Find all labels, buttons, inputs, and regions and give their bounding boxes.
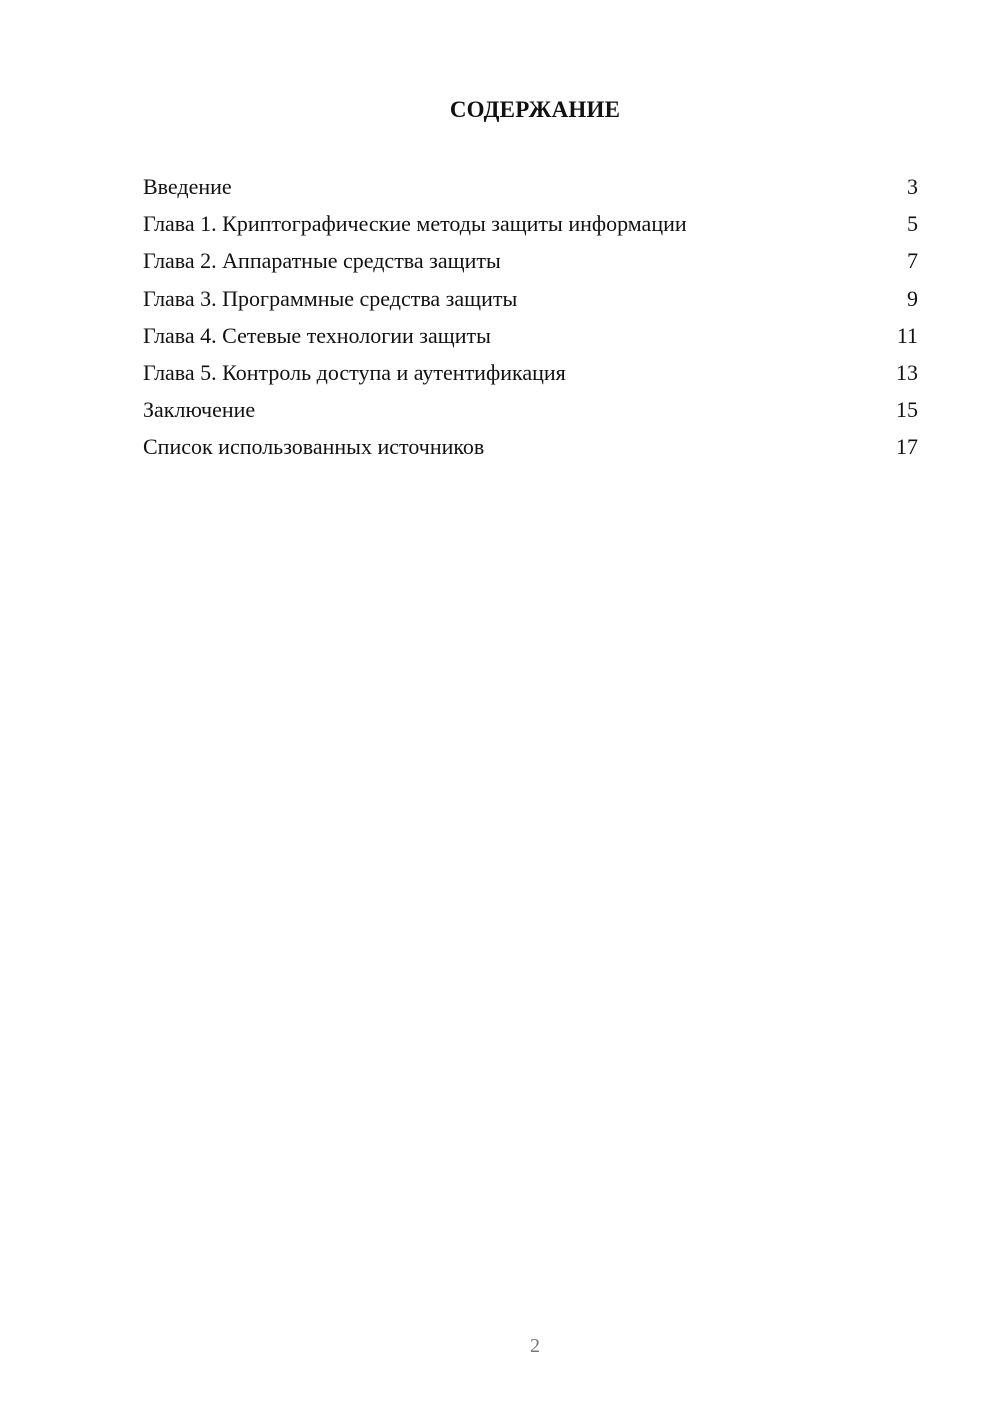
toc-entry-page: 9	[907, 285, 918, 311]
toc-entry-chapter-4[interactable]	[143, 317, 918, 354]
toc-entry-conclusion[interactable]	[143, 391, 918, 428]
toc-entry-page: 7	[907, 248, 918, 274]
toc-entry-label: Список использованных источников	[143, 434, 485, 460]
toc-entry-label: Введение	[143, 174, 232, 199]
toc-entry-references[interactable]	[143, 428, 918, 465]
table-of-contents	[143, 168, 918, 466]
page-number: 2	[530, 1335, 540, 1357]
toc-entry-label: Глава 5. Контроль доступа и аутентификация	[143, 359, 566, 385]
toc-entry-label: Глава 2. Аппаратные средства защиты	[143, 248, 501, 274]
toc-entry-page: 5	[907, 211, 918, 237]
toc-entry-chapter-1[interactable]	[143, 205, 918, 242]
toc-entry-page: 17	[896, 434, 918, 460]
toc-entry-page: 11	[896, 322, 918, 348]
toc-entry-label: Глава 4. Сетевые технологии защиты	[143, 322, 491, 348]
toc-entry-chapter-5[interactable]	[143, 354, 918, 391]
toc-entry-label: Глава 3. Программные средства защиты	[143, 285, 518, 311]
toc-entry-introduction[interactable]	[143, 168, 918, 205]
toc-entry-chapter-2[interactable]	[143, 242, 918, 279]
toc-entry-page: 13	[896, 359, 918, 385]
page-title: СОДЕРЖАНИЕ	[449, 97, 621, 122]
toc-entry-chapter-3[interactable]	[143, 280, 918, 317]
toc-entry-label: Глава 1. Криптографические методы защиты информации	[143, 211, 687, 237]
toc-entry-page: 15	[896, 397, 918, 423]
toc-entry-page: 3	[907, 174, 918, 199]
toc-entry-label: Заключение	[143, 397, 256, 423]
